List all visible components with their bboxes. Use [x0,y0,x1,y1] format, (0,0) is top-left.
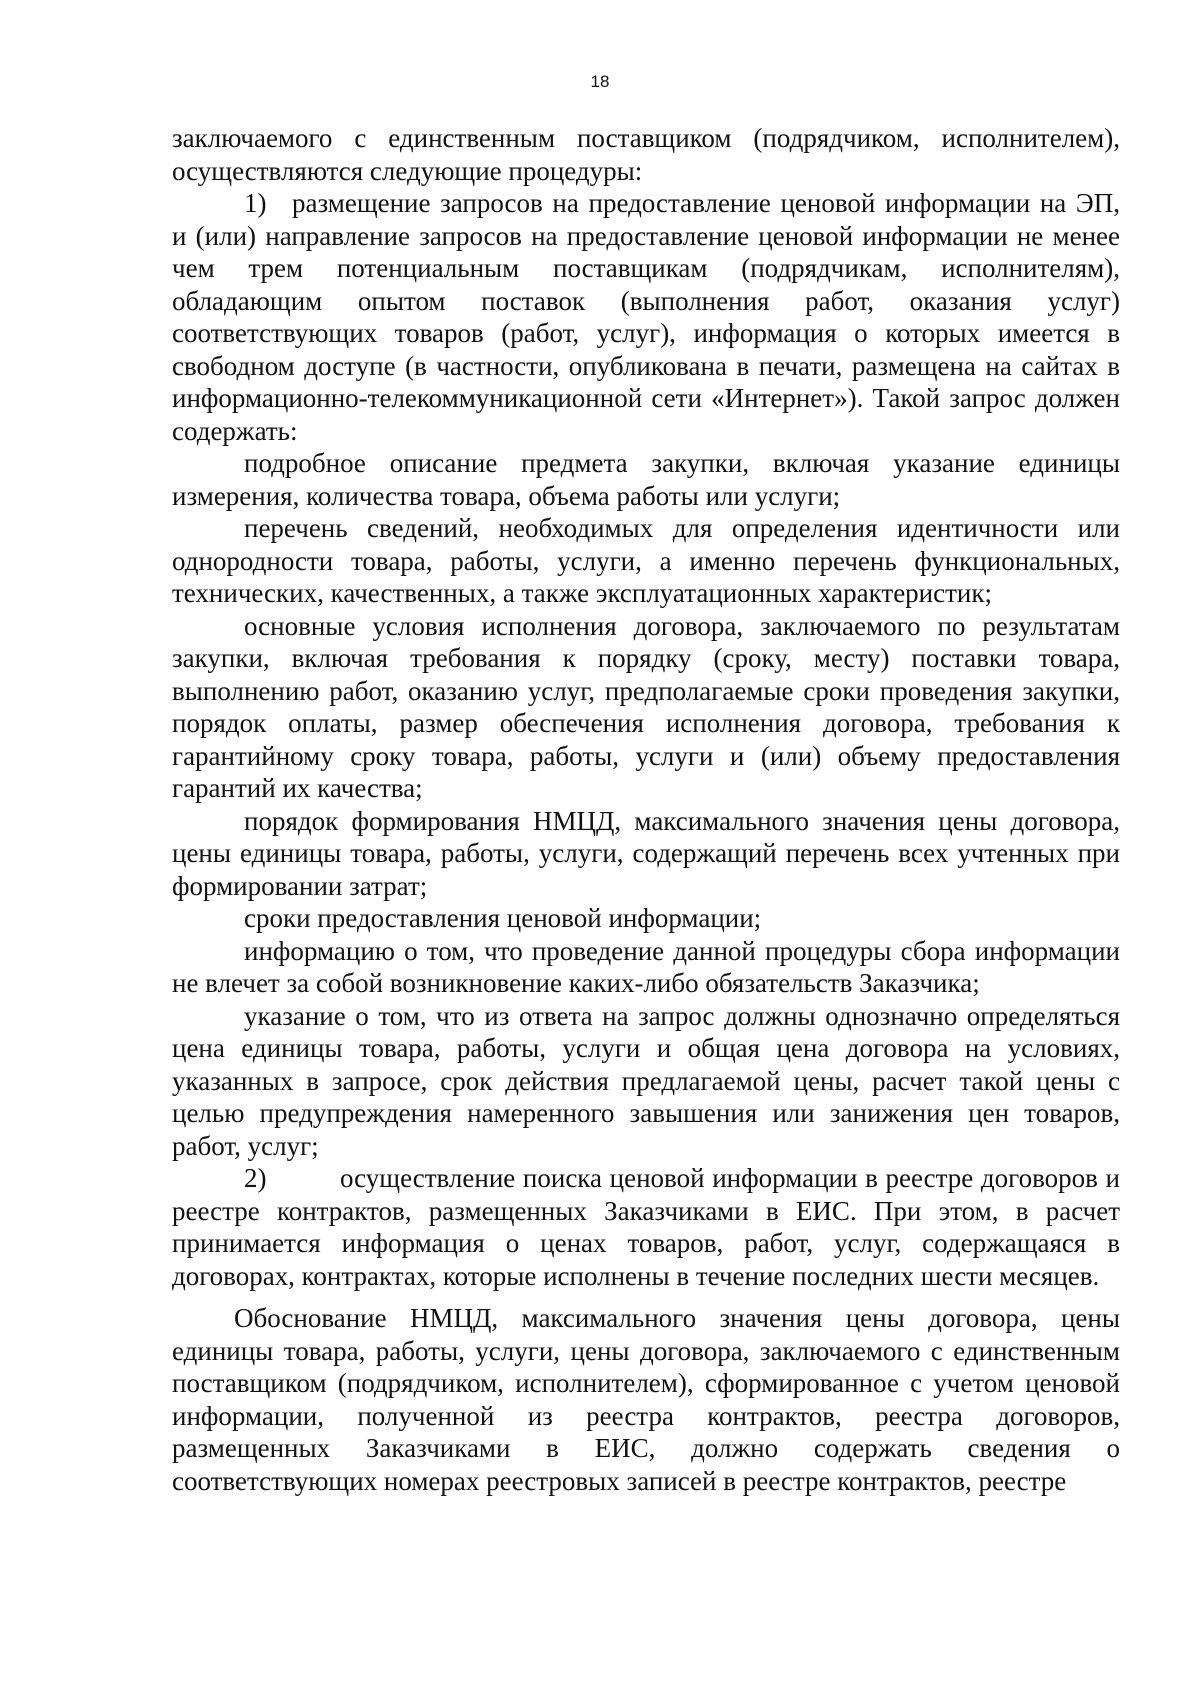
request-content-item: порядок формирования НМЦД, максимального значения цены договора, цены единицы товара, работы, услуги, содержащий перечень всех учтенных при формировании затрат; [172,805,1120,901]
request-content-item: информацию о том, что проведение данной процедуры сбора информации не влечет за собой возникновение каких-либо обязательств Заказчика; [172,935,1120,998]
page-number: 18 [590,72,610,91]
paragraph-continuation: заключаемого с единственным поставщиком (подрядчиком, исполнителем), осуществляются следующие процедуры: [172,123,1120,186]
list-item-2-text: осуществление поиска ценовой информации в реестре договоров и реестре контрактов, размещенных Заказчиками в ЕИС. При этом, в расчет принимается информация о ценах товаров, работ, услуг, содержащаяся в договорах, контрактах, которые исполнены в течение последних шести месяцев. [172,1163,1120,1291]
list-item-1 [172,187,1120,447]
justification-paragraph: Обоснование НМЦД, максимального значения цены договора, цены единицы товара, работы, услуги, цены договора, заключаемого с единственным поставщиком (подрядчиком, исполнителем), сформированное с учетом ценовой информации, полученной из реестра контрактов, реестра договоров, размещенных Заказчиками в ЕИС, должно содержать сведения о соответствующих номерах реестровых записей в реестре контрактов, реестре [172,1303,1120,1496]
request-content-item: указание о том, что из ответа на запрос должны однозначно определяться цена единицы товара, работы, услуги и общая цена договора на условиях, указанных в запросе, срок действия предлагаемой цены, расчет такой цены с целью предупреждения намеренного завышения или занижения цен товаров, работ, услуг; [172,1000,1120,1161]
list-marker-1: 1) [244,188,267,218]
request-content-item: основные условия исполнения договора, заключаемого по результатам закупки, включая требования к порядку (сроку, месту) поставки товара, выполнению работ, оказанию услуг, предполагаемые сроки проведения закупки, порядок оплаты, размер обеспечения исполнения договора, требования к гарантийному сроку товара, работы, услуги и (или) объему предоставления гарантий их качества; [172,610,1120,803]
request-content-item: сроки предоставления ценовой информации; [244,903,762,933]
request-content-item: перечень сведений, необходимых для определения идентичности или однородности товара, работы, услуги, а именно перечень функциональных, технических, качественных, а также эксплуатационных характеристик; [172,513,1120,608]
list-item-2 [172,1162,1120,1292]
list-marker-2: 2) [244,1163,267,1193]
request-content-item: подробное описание предмета закупки, включая указание единицы измерения, количества товара, объема работы или услуги; [172,448,1120,511]
document-body [172,122,1120,1497]
list-item-1-text: размещение запросов на предоставление ценовой информации на ЭП, и (или) направление запросов на предоставление ценовой информации не менее чем трем потенциальным поставщикам (подрядчикам, исполнителям), обладающим опытом поставок (выполнения работ, оказания услуг) соответствующих товаров (работ, услуг), информация о которых имеется в свободном доступе (в частности, опубликована в печати, размещена на сайтах в информационно-телекоммуникационной сети «Интернет»). Такой запрос должен содержать: [172,188,1120,446]
